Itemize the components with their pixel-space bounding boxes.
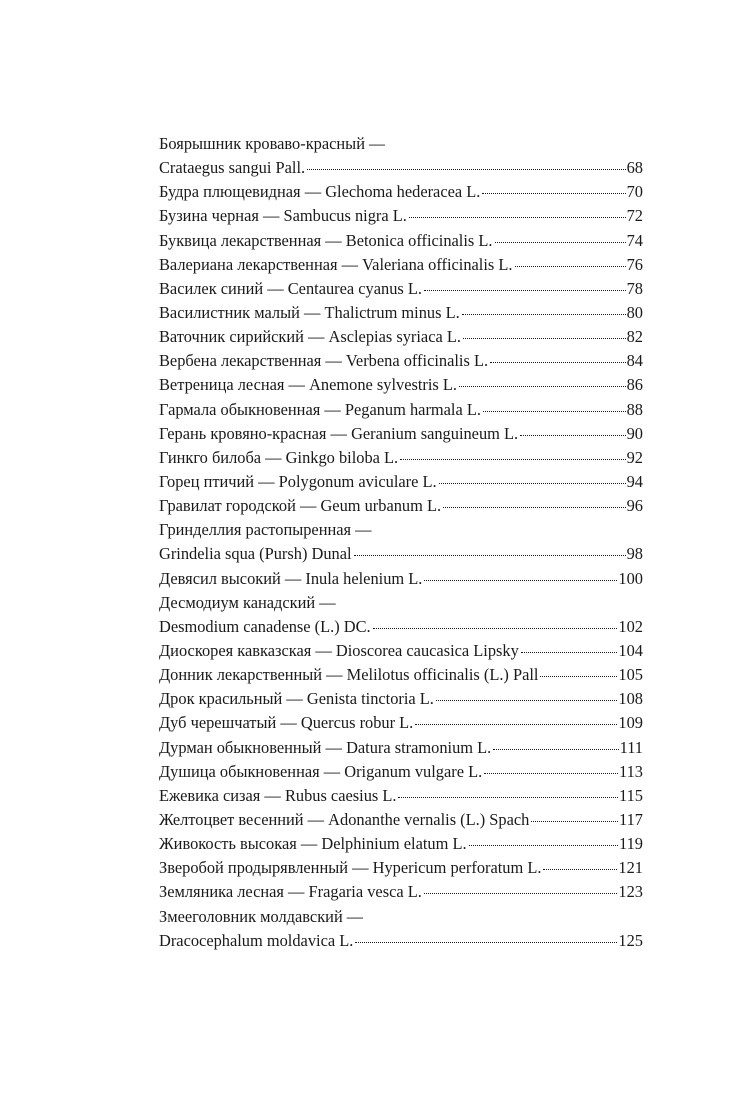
toc-entry-title <box>159 204 407 228</box>
toc-entry-russian-name: Вербена лекарственная — <box>159 351 342 371</box>
toc-entry-latin-name: Sambucus nigra L. <box>283 206 407 226</box>
toc-entry[interactable] <box>159 542 643 566</box>
toc-entry[interactable] <box>159 808 643 832</box>
dot-leader <box>373 627 618 629</box>
toc-entry[interactable] <box>159 422 643 446</box>
dot-leader <box>531 820 618 822</box>
toc-entry-page-number: 82 <box>626 327 643 347</box>
toc-entry-page-number: 117 <box>619 809 643 829</box>
toc-entry-page-number: 72 <box>626 206 643 226</box>
toc-entry-latin-name: Quercus robur L. <box>300 713 414 733</box>
toc-entry-latin-name: Glechoma hederacea L. <box>325 182 481 202</box>
toc-entry-russian-name: Дурман обыкновенный — <box>159 737 342 757</box>
dot-leader <box>424 892 618 894</box>
dot-leader <box>490 361 626 363</box>
toc-entry-latin-name: Adonanthe vernalis (L.) Spach <box>328 809 530 829</box>
toc-entry-russian-name: Зверобой продырявленный — <box>159 858 369 878</box>
toc-entry-russian-name: Валериана лекарственная — <box>159 254 359 274</box>
toc-entry[interactable] <box>159 470 643 494</box>
dot-leader <box>443 506 626 508</box>
toc-entry-latin-name: Inula helenium L. <box>305 568 423 588</box>
toc-entry-latin-name: Geranium sanguineum L. <box>351 423 519 443</box>
dot-leader <box>493 748 618 750</box>
toc-entry-russian-name: Желтоцвет весенний — <box>159 809 325 829</box>
toc-entry-page-number: 108 <box>618 689 643 709</box>
toc-entry-title <box>159 711 413 735</box>
toc-entry-page-number: 92 <box>626 447 643 467</box>
toc-entry-page-number: 100 <box>618 568 643 588</box>
toc-entry-page-number: 80 <box>626 302 643 322</box>
toc-entry-latin-name: Anemone sylvestris L. <box>309 375 458 395</box>
toc-entry-latin-name: Fragaria vesca L. <box>308 882 422 902</box>
table-of-contents <box>159 132 643 953</box>
toc-entry[interactable] <box>159 736 643 760</box>
toc-entry-russian-name: Будра плющевидная — <box>159 182 322 202</box>
toc-entry-title <box>159 856 541 880</box>
toc-entry-page-number: 111 <box>619 737 643 757</box>
toc-entry-title <box>159 180 480 204</box>
toc-entry[interactable] <box>159 253 643 277</box>
toc-entry-russian-name: Василистник малый — <box>159 302 321 322</box>
toc-entry-russian-name: Гармала обыкновенная — <box>159 399 341 419</box>
toc-entry-title <box>159 446 398 470</box>
toc-entry-title <box>159 663 538 687</box>
toc-entry-russian-name: Боярышник кроваво-красный — <box>159 134 386 153</box>
toc-entry-page-number: 104 <box>618 640 643 660</box>
toc-entry[interactable] <box>159 711 643 735</box>
dot-leader <box>543 868 617 870</box>
toc-entry-page-number: 88 <box>626 399 643 419</box>
toc-entry-page-number: 78 <box>626 278 643 298</box>
toc-entry[interactable] <box>159 494 643 518</box>
toc-entry[interactable] <box>159 784 643 808</box>
toc-entry-title <box>159 639 519 663</box>
toc-entry-latin-name: Asclepias syriaca L. <box>328 327 461 347</box>
toc-entry-russian-name: Гравилат городской — <box>159 496 317 516</box>
toc-entry-latin-name: Thalictrum minus L. <box>324 302 460 322</box>
toc-entry-page-number: 68 <box>626 158 643 178</box>
toc-entry-page-number: 115 <box>619 785 643 805</box>
toc-entry-page-number: 70 <box>626 182 643 202</box>
toc-entry-title <box>159 760 482 784</box>
toc-entry-russian-name: Ветреница лесная — <box>159 375 305 395</box>
toc-entry-russian-name: Девясил высокий — <box>159 568 302 588</box>
dot-leader <box>483 410 626 412</box>
dot-leader <box>482 192 625 194</box>
toc-entry-title <box>159 784 396 808</box>
toc-entry-page-number: 96 <box>626 496 643 516</box>
toc-entry[interactable] <box>159 325 643 349</box>
toc-entry-russian-name: Василек синий — <box>159 278 284 298</box>
toc-entry-russian-name: Гринделлия растопыренная — <box>159 520 372 540</box>
toc-entry-russian-name: Бузина черная — <box>159 206 280 226</box>
toc-entry-title <box>159 470 437 494</box>
toc-entry-page-number: 86 <box>626 375 643 395</box>
toc-entry-russian-name: Буквица лекарственная — <box>159 230 342 250</box>
toc-entry-page-number: 84 <box>626 351 643 371</box>
toc-entry[interactable] <box>159 929 643 953</box>
toc-entry-russian-name: Дуб черешчатый — <box>159 713 297 733</box>
toc-entry-page-number: 102 <box>618 616 643 636</box>
toc-entry[interactable] <box>159 398 643 422</box>
toc-entry-title <box>159 736 491 760</box>
toc-entry-russian-name: Диоскорея кавказская — <box>159 640 332 660</box>
dot-leader <box>424 289 626 291</box>
dot-leader <box>398 796 618 798</box>
toc-entry-page-number: 90 <box>626 423 643 443</box>
dot-leader <box>459 385 626 387</box>
toc-entry-russian-name: Душица обыкновенная — <box>159 761 341 781</box>
toc-entry-russian-name: Земляника лесная — <box>159 882 305 902</box>
toc-entry-title <box>159 373 457 397</box>
toc-entry-page-number: 109 <box>618 713 643 733</box>
toc-entry[interactable] <box>159 373 643 397</box>
toc-entry-page-number: 123 <box>618 882 643 902</box>
dot-leader <box>520 434 625 436</box>
toc-entry-page-number: 105 <box>618 665 643 685</box>
toc-entry-russian-name: Донник лекарственный — <box>159 665 343 685</box>
dot-leader <box>307 168 625 170</box>
toc-entry-russian-name: Ваточник сирийский — <box>159 327 325 347</box>
toc-entry-title <box>159 301 460 325</box>
toc-entry[interactable] <box>159 204 643 228</box>
toc-entry-latin-name: Datura stramonium L. <box>346 737 492 757</box>
dot-leader <box>355 941 617 943</box>
toc-entry-latin-name: Melilotus officinalis (L.) Pall <box>346 665 539 685</box>
toc-entry-page-number: 94 <box>626 471 643 491</box>
toc-entry-latin-name: Rubus caesius L. <box>284 785 397 805</box>
toc-entry-latin-name: Genista tinctoria L. <box>306 689 434 709</box>
dot-leader <box>469 844 618 846</box>
toc-entry-title <box>159 229 493 253</box>
dot-leader <box>540 675 617 677</box>
toc-entry-russian-name: Десмодиум канадский — <box>159 592 336 612</box>
toc-entry-latin-name: Dracocephalum moldavica L. <box>159 930 354 950</box>
toc-entry-latin-name: Peganum harmala L. <box>344 399 481 419</box>
toc-entry-title <box>159 422 518 446</box>
toc-entry[interactable] <box>159 446 643 470</box>
toc-entry-page-number: 119 <box>619 834 643 854</box>
toc-entry-latin-name: Geum urbanum L. <box>320 496 442 516</box>
toc-entry-russian-name: Змееголовник молдавский — <box>159 906 364 926</box>
toc-entry-title <box>159 687 434 711</box>
dot-leader <box>463 337 626 339</box>
toc-entry[interactable] <box>159 277 643 301</box>
toc-entry-russian-name: Живокость высокая — <box>159 834 318 854</box>
dot-leader <box>495 241 626 243</box>
toc-entry-latin-name: Centaurea cyanus L. <box>287 278 422 298</box>
toc-entry-russian-name: Дрок красильный — <box>159 689 303 709</box>
toc-entry-latin-name: Valeriana officinalis L. <box>362 254 513 274</box>
toc-entry[interactable] <box>159 639 643 663</box>
toc-entry-title <box>159 567 422 591</box>
toc-entry[interactable] <box>159 760 643 784</box>
toc-entry-latin-name: Delphinium elatum L. <box>321 834 467 854</box>
toc-entry-russian-name: Ежевика сизая — <box>159 785 281 805</box>
toc-entry-title <box>159 253 513 277</box>
dot-leader <box>515 265 626 267</box>
toc-entry-latin-name: Crataegus sangui Pall. <box>159 158 306 178</box>
toc-entry[interactable] <box>159 229 643 253</box>
toc-entry-latin-name: Dioscorea caucasica Lipsky <box>335 640 519 660</box>
toc-entry-title <box>159 880 422 904</box>
toc-entry-latin-name: Betonica officinalis L. <box>345 230 493 250</box>
dot-leader <box>354 554 626 556</box>
dot-leader <box>400 458 625 460</box>
toc-entry[interactable] <box>159 349 643 373</box>
toc-entry-title <box>159 349 488 373</box>
toc-entry-page-number: 113 <box>619 761 643 781</box>
toc-entry-latin-name: Grindelia squa (Pursh) Dunal <box>159 544 352 564</box>
dot-leader <box>409 216 626 218</box>
toc-entry-title <box>159 832 467 856</box>
toc-entry-page-number: 98 <box>626 544 643 564</box>
toc-entry-latin-name: Polygonum aviculare L. <box>278 471 437 491</box>
toc-entry-latin-name: Ginkgo biloba L. <box>285 447 399 467</box>
dot-leader <box>439 482 626 484</box>
toc-entry-latin-name: Desmodium canadense (L.) DC. <box>159 616 371 636</box>
dot-leader <box>424 579 617 581</box>
toc-entry-title <box>159 325 461 349</box>
toc-entry-page-number: 121 <box>618 858 643 878</box>
toc-entry[interactable] <box>159 832 643 856</box>
toc-entry-heading <box>159 132 643 156</box>
toc-entry[interactable] <box>159 615 643 639</box>
toc-entry[interactable] <box>159 567 643 591</box>
toc-entry-title <box>159 398 481 422</box>
toc-entry-page-number: 74 <box>626 230 643 250</box>
toc-entry-page-number: 125 <box>618 930 643 950</box>
toc-entry-latin-name: Origanum vulgare L. <box>344 761 483 781</box>
toc-entry-russian-name: Герань кровяно-красная — <box>159 423 347 443</box>
dot-leader <box>521 651 618 653</box>
toc-entry-russian-name: Гинкго билоба — <box>159 447 282 467</box>
toc-entry-russian-name: Горец птичий — <box>159 471 275 491</box>
toc-entry[interactable] <box>159 880 643 904</box>
toc-entry-latin-name: Verbena officinalis L. <box>345 351 489 371</box>
dot-leader <box>436 699 617 701</box>
toc-entry-title <box>159 494 441 518</box>
toc-entry[interactable] <box>159 180 643 204</box>
toc-entry[interactable] <box>159 156 643 180</box>
toc-entry-title <box>159 808 529 832</box>
toc-entry[interactable] <box>159 301 643 325</box>
toc-entry-heading <box>159 905 643 929</box>
toc-entry-title <box>159 277 422 301</box>
dot-leader <box>415 723 617 725</box>
toc-entry-heading <box>159 591 643 615</box>
toc-entry[interactable] <box>159 663 643 687</box>
dot-leader <box>462 313 626 315</box>
toc-entry-page-number: 76 <box>626 254 643 274</box>
toc-entry-heading <box>159 518 643 542</box>
toc-entry[interactable] <box>159 687 643 711</box>
dot-leader <box>484 772 618 774</box>
toc-entry[interactable] <box>159 856 643 880</box>
toc-entry-latin-name: Hypericum perforatum L. <box>372 858 542 878</box>
